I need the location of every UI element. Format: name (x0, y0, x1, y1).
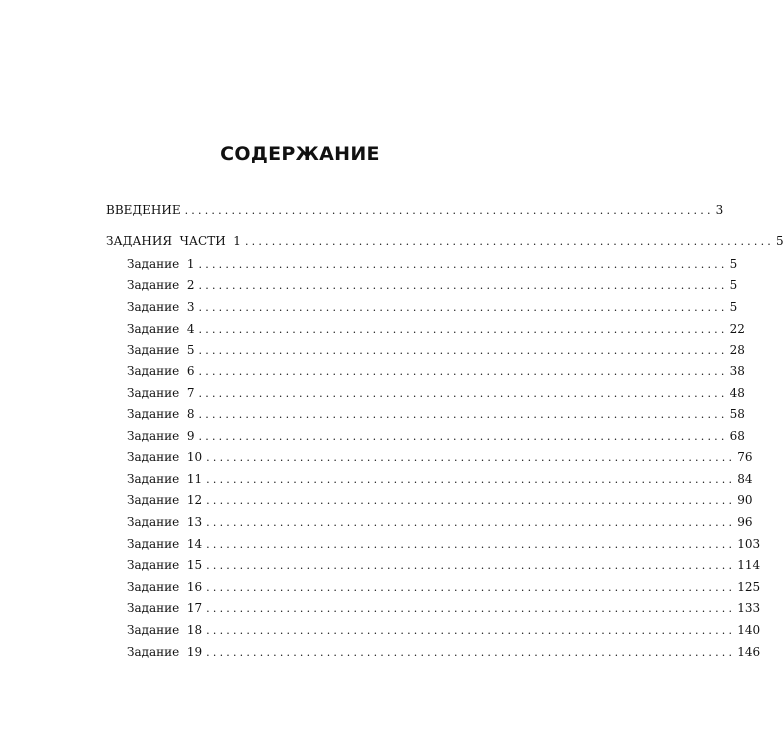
toc-entry-label: Задание 17 (127, 601, 203, 615)
toc-entry-label: Задание 13 (127, 515, 203, 529)
toc-entry-label: Задание 8 (127, 407, 195, 421)
page-title: СОДЕРЖАНИЕ (220, 143, 380, 165)
toc-entry-label: Задание 11 (127, 472, 203, 486)
toc-entry (127, 320, 745, 338)
toc-entry (127, 556, 761, 574)
toc-entry-page-number: 68 (729, 429, 745, 443)
toc-entry-page-number: 5 (775, 234, 784, 248)
toc-entry (127, 276, 738, 294)
toc-entry (127, 427, 745, 445)
dot-leader: ............................................................................... (198, 365, 728, 378)
dot-leader: ............................................................................... (198, 279, 728, 292)
toc-entry (127, 643, 761, 661)
dot-leader: ............................................................................... (184, 204, 714, 217)
toc-entry-label: Задание 3 (127, 300, 195, 314)
toc-entry-page-number: 140 (737, 623, 761, 637)
toc-entry-label: Задание 14 (127, 537, 203, 551)
toc-entry-page-number: 58 (729, 407, 745, 421)
toc-entry-page-number: 90 (737, 493, 753, 507)
toc-entry (106, 232, 784, 250)
toc-entry-label: Задание 2 (127, 278, 195, 292)
toc-entry (127, 362, 745, 380)
toc-entry-page-number: 22 (729, 322, 745, 336)
toc-entry-page-number: 76 (737, 450, 753, 464)
dot-leader: ............................................................................... (206, 494, 736, 507)
toc-entry-label: Задание 16 (127, 580, 203, 594)
toc-entry-page-number: 5 (729, 257, 738, 271)
toc-entry-page-number: 48 (729, 386, 745, 400)
toc-entry (127, 578, 761, 596)
toc-entry (106, 201, 724, 219)
toc-entry-label: Задание 4 (127, 322, 195, 336)
dot-leader: ............................................................................... (206, 559, 736, 572)
toc-entry-page-number: 133 (737, 601, 761, 615)
toc-entry-page-number: 114 (737, 558, 761, 572)
toc-entry-page-number: 28 (729, 343, 745, 357)
toc-entry-page-number: 146 (737, 645, 761, 659)
dot-leader: ............................................................................... (206, 646, 736, 659)
toc-entry-page-number: 125 (737, 580, 761, 594)
toc-entry-label: Задание 9 (127, 429, 195, 443)
dot-leader: ............................................................................... (198, 258, 728, 271)
dot-leader: ............................................................................... (198, 430, 728, 443)
toc-entry-label: ВВЕДЕНИЕ (106, 203, 181, 217)
dot-leader: ............................................................................... (198, 387, 728, 400)
toc-entry-page-number: 5 (729, 300, 738, 314)
toc-entry (127, 535, 761, 553)
toc-entry (127, 513, 753, 531)
toc-entry-page-number: 38 (729, 364, 745, 378)
toc-entry-label: Задание 15 (127, 558, 203, 572)
toc-entry (127, 341, 745, 359)
dot-leader: ............................................................................... (206, 538, 736, 551)
toc-entry-label: Задание 18 (127, 623, 203, 637)
toc-entry (127, 599, 761, 617)
dot-leader: ............................................................................... (206, 451, 736, 464)
toc-entry-label: Задание 7 (127, 386, 195, 400)
toc-entry-page-number: 96 (737, 515, 753, 529)
dot-leader: ............................................................................... (198, 344, 728, 357)
dot-leader: ............................................................................... (244, 235, 774, 248)
toc-entry (127, 405, 745, 423)
toc-entry-label: Задание 10 (127, 450, 203, 464)
toc-entry-label: Задание 1 (127, 257, 195, 271)
toc-entry-label: Задание 19 (127, 645, 203, 659)
dot-leader: ............................................................................... (206, 473, 736, 486)
toc-entry-label: Задание 6 (127, 364, 195, 378)
dot-leader: ............................................................................... (206, 624, 736, 637)
toc-entry (127, 384, 745, 402)
toc-entry (127, 255, 738, 273)
dot-leader: ............................................................................... (198, 323, 728, 336)
toc-entry-label: Задание 5 (127, 343, 195, 357)
dot-leader: ............................................................................... (206, 516, 736, 529)
toc-entry (127, 298, 738, 316)
toc-entry-page-number: 103 (737, 537, 761, 551)
toc-entry (127, 621, 761, 639)
toc-entry-page-number: 5 (729, 278, 738, 292)
toc-entry-page-number: 84 (737, 472, 753, 486)
dot-leader: ............................................................................... (198, 301, 728, 314)
toc-entry (127, 448, 753, 466)
dot-leader: ............................................................................... (206, 602, 736, 615)
toc-entry-label: Задание 12 (127, 493, 203, 507)
dot-leader: ............................................................................... (206, 581, 736, 594)
toc-entry-page-number: 3 (715, 203, 724, 217)
toc-entry-label: ЗАДАНИЯ ЧАСТИ 1 (106, 234, 241, 248)
dot-leader: ............................................................................... (198, 408, 728, 421)
toc-entry (127, 470, 753, 488)
toc-entry (127, 491, 753, 509)
